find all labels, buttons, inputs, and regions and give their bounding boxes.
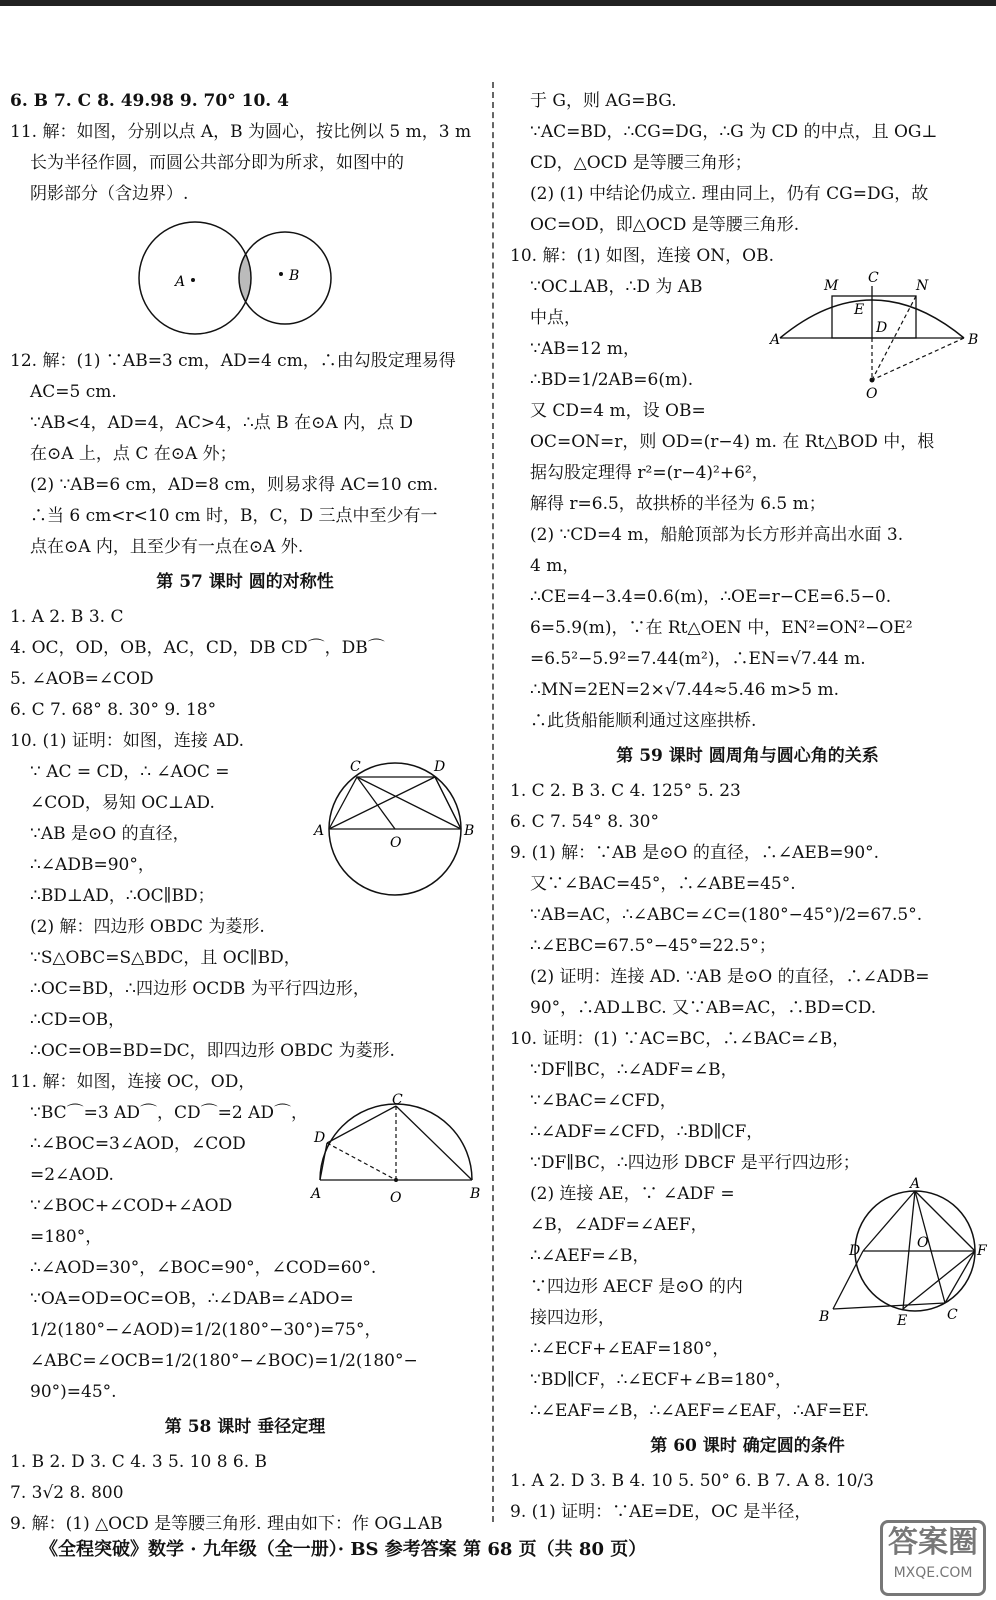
answer-line: ∵DF∥BC，∴∠ADF=∠B， bbox=[530, 1060, 738, 1080]
answer-line: ∠ABC=∠OCB=1/2(180°−∠BOC)=1/2(180°− bbox=[30, 1351, 418, 1371]
answer-line: 7. 3√2 8. 800 bbox=[10, 1483, 124, 1503]
point-label-b: B bbox=[968, 332, 979, 348]
answer-line: 12. 解：(1) ∵AB=3 cm，AD=4 cm，∴由勾股定理易得 bbox=[10, 351, 456, 371]
point-label-f: F bbox=[977, 1243, 987, 1259]
answer-line: 于 G，则 AG=BG. bbox=[530, 91, 677, 111]
watermark-url: MXQE.COM bbox=[893, 1565, 973, 1581]
point-label-a: A bbox=[770, 332, 781, 348]
answer-line: 1. C 2. B 3. C 4. 125° 5. 23 bbox=[510, 781, 741, 801]
answer-line: ∵AB 是⊙O 的直径， bbox=[30, 824, 190, 844]
answer-line: ∵∠BAC=∠CFD， bbox=[530, 1091, 677, 1111]
answer-line: (2) ∵AB=6 cm，AD=8 cm，则易求得 AC=10 cm. bbox=[30, 475, 439, 495]
section-heading: 第 57 课时 圆的对称性 bbox=[156, 572, 334, 592]
answer-line: ∴CE=4−3.4=0.6(m)，∴OE=r−CE=6.5−0. bbox=[530, 587, 892, 607]
answer-line: 1. A 2. B 3. C bbox=[10, 607, 124, 627]
point-label-o: O bbox=[866, 386, 878, 402]
answer-line: 在⊙A 上，点 C 在⊙A 外； bbox=[30, 444, 237, 464]
answer-line: ∴此货船能顺利通过这座拱桥. bbox=[530, 711, 757, 731]
answer-line: ∴∠ECF+∠EAF=180°， bbox=[530, 1339, 730, 1359]
answer-line: 4 m， bbox=[530, 556, 580, 576]
point-label-d: D bbox=[876, 320, 888, 336]
answer-line: =2∠AOD. bbox=[30, 1165, 114, 1185]
answer-line: ∵AB=12 m， bbox=[530, 339, 640, 359]
answer-line: CD，△OCD 是等腰三角形； bbox=[530, 153, 752, 173]
point-label-o: O bbox=[917, 1235, 929, 1251]
point-label-m: M bbox=[824, 278, 839, 294]
answer-line: ∴∠EBC=67.5°−45°=22.5°； bbox=[530, 936, 776, 956]
answer-line: ∴MN=2EN=2×√7.44≈5.46 m>5 m. bbox=[530, 680, 840, 700]
answer-line: ∴∠AEF=∠B， bbox=[530, 1246, 650, 1266]
answer-line: 又∵∠BAC=45°，∴∠ABE=45°. bbox=[530, 874, 796, 894]
answer-line: 1. A 2. D 3. B 4. 10 5. 50° 6. B 7. A 8. 10/3 bbox=[510, 1471, 874, 1491]
page-footer: 《全程突破》数学 · 九年级（全一册）· BS 参考答案 第 68 页（共 80 页） bbox=[40, 1539, 647, 1560]
answer-line: (2) (1) 中结论仍成立. 理由同上，仍有 CG=DG，故 bbox=[530, 184, 929, 204]
watermark-logo bbox=[880, 1520, 986, 1596]
point-label-d: D bbox=[434, 759, 446, 775]
answer-line: 点在⊙A 内，且至少有一点在⊙A 外. bbox=[30, 537, 304, 557]
answer-line: ∴∠EAF=∠B，∴∠AEF=∠EAF，∴AF=EF. bbox=[530, 1401, 870, 1421]
point-label-e: E bbox=[897, 1313, 908, 1329]
answer-line: ∠B，∠ADF=∠AEF， bbox=[530, 1215, 708, 1235]
answer-line: 6. C 7. 54° 8. 30° bbox=[510, 812, 659, 832]
answer-line: (2) ∵CD=4 m，船舱顶部为长方形并高出水面 3. bbox=[530, 525, 904, 545]
answer-line: 10. 解：(1) 如图，连接 ON，OB. bbox=[510, 246, 774, 266]
top-border bbox=[0, 0, 996, 6]
left-column bbox=[10, 86, 480, 1540]
answer-line: 5. ∠AOB=∠COD bbox=[10, 669, 154, 689]
point-label-c: C bbox=[350, 759, 361, 775]
point-label-o: O bbox=[390, 1190, 402, 1206]
arch-bridge-figure bbox=[770, 272, 985, 402]
point-label-c: C bbox=[868, 270, 879, 286]
point-label-n: N bbox=[916, 278, 929, 294]
answer-line: ∴BD=1/2AB=6(m). bbox=[530, 370, 694, 390]
answer-line: 10. 证明：(1) ∵AC=BC，∴∠BAC=∠B， bbox=[510, 1029, 850, 1049]
answer-line: ∴BD⊥AD，∴OC∥BD； bbox=[30, 886, 215, 906]
answer-line: ∴∠BOC=3∠AOD，∠COD bbox=[30, 1134, 246, 1154]
section-heading: 第 58 课时 垂径定理 bbox=[164, 1417, 326, 1437]
point-label-c: C bbox=[947, 1307, 958, 1323]
semicircle-figure bbox=[308, 1092, 483, 1213]
point-label-b: B bbox=[464, 823, 475, 839]
answer-line: ∵DF∥BC，∴四边形 DBCF 是平行四边形； bbox=[530, 1153, 860, 1173]
inscribed-quad-figure bbox=[805, 1176, 987, 1329]
answer-line: (2) 解：四边形 OBDC 为菱形. bbox=[30, 917, 265, 937]
point-label-e: E bbox=[854, 302, 865, 318]
answer-line: 4. OC，OD，OB，AC，CD，DB CD⌒，DB⌒ bbox=[10, 638, 385, 658]
answer-line: ∵BD∥CF，∴∠ECF+∠B=180°， bbox=[530, 1370, 793, 1390]
answer-line: 90°，∴AD⊥BC. 又∵AB=AC，∴BD=CD. bbox=[530, 998, 877, 1018]
answer-line: =6.5²−5.9²=7.44(m²)，∴EN=√7.44 m. bbox=[530, 649, 866, 669]
answer-line: ∴∠ADB=90°， bbox=[30, 855, 155, 875]
point-label-d: D bbox=[849, 1243, 861, 1259]
answer-line: 6. B 7. C 8. 49.98 9. 70° 10. 4 bbox=[10, 91, 289, 111]
answer-line: ∴∠ADF=∠CFD，∴BD∥CF， bbox=[530, 1122, 764, 1142]
answer-line: 11. 解：如图，分别以点 A，B 为圆心，按比例以 5 m，3 m bbox=[10, 122, 472, 142]
answer-line: ∵S△OBC=S△BDC，且 OC∥BD， bbox=[30, 948, 301, 968]
answer-line: ∵ AC = CD，∴ ∠AOC = bbox=[30, 762, 230, 782]
answer-line: 阴影部分（含边界）. bbox=[30, 184, 189, 204]
answer-line: ∵AC=BD，∴CG=DG，∴G 为 CD 的中点，且 OG⊥ bbox=[530, 122, 938, 142]
point-label-b: B bbox=[470, 1186, 481, 1202]
answer-line: ∵OC⊥AB，∴D 为 AB bbox=[530, 277, 703, 297]
point-label-o: O bbox=[390, 835, 402, 851]
point-label-b: B bbox=[289, 268, 300, 284]
answer-line: AC=5 cm. bbox=[30, 382, 117, 402]
answer-line: 10. (1) 证明：如图，连接 AD. bbox=[10, 731, 245, 751]
point-label-a: A bbox=[311, 1186, 322, 1202]
answer-line: ∴∠AOD=30°，∠BOC=90°，∠COD=60°. bbox=[30, 1258, 377, 1278]
answer-line: ∵AB=AC，∴∠ABC=∠C=(180°−45°)/2=67.5°. bbox=[530, 905, 923, 925]
point-label-a: A bbox=[314, 823, 325, 839]
point-label-b: B bbox=[819, 1309, 830, 1325]
answer-line: 中点， bbox=[530, 308, 581, 328]
answer-line: 又 CD=4 m，设 OB= bbox=[530, 401, 706, 421]
column-divider bbox=[492, 82, 494, 1522]
watermark-title: 答案圈 bbox=[888, 1525, 978, 1560]
answer-line: ∴OC=OB=BD=DC，即四边形 OBDC 为菱形. bbox=[30, 1041, 395, 1061]
answer-line: ∵AB<4，AD=4，AC>4，∴点 B 在⊙A 内，点 D bbox=[30, 413, 414, 433]
answer-line: ∵BC⌒=3 AD⌒，CD⌒=2 AD⌒， bbox=[30, 1103, 309, 1123]
answer-line: ∵∠BOC+∠COD+∠AOD bbox=[30, 1196, 233, 1216]
section-heading: 第 59 课时 圆周角与圆心角的关系 bbox=[616, 746, 879, 766]
answer-line: ∴OC=BD，∴四边形 OCDB 为平行四边形， bbox=[30, 979, 370, 999]
answer-line: 9. 解：(1) △OCD 是等腰三角形. 理由如下：作 OG⊥AB bbox=[10, 1514, 443, 1534]
rhombus-circle-figure bbox=[310, 757, 480, 897]
answer-line: (2) 连接 AE，∵ ∠ADF = bbox=[530, 1184, 735, 1204]
answer-line: 11. 解：如图，连接 OC，OD， bbox=[10, 1072, 256, 1092]
answer-line: 接四边形， bbox=[530, 1308, 615, 1328]
answer-line: 9. (1) 证明：∵AE=DE，OC 是半径， bbox=[510, 1502, 812, 1522]
answer-line: =180°， bbox=[30, 1227, 103, 1247]
answer-line: 6=5.9(m)，∵在 Rt△OEN 中，EN²=ON²−OE² bbox=[530, 618, 913, 638]
answer-line: 解得 r=6.5，故拱桥的半径为 6.5 m； bbox=[530, 494, 826, 514]
answer-line: 据勾股定理得 r²=(r−4)²+6²， bbox=[530, 463, 769, 483]
answer-line: 6. C 7. 68° 8. 30° 9. 18° bbox=[10, 700, 217, 720]
answer-line: OC=OD，即△OCD 是等腰三角形. bbox=[530, 215, 800, 235]
point-label-d: D bbox=[314, 1130, 326, 1146]
answer-line: ∠COD，易知 OC⊥AD. bbox=[30, 793, 215, 813]
right-column bbox=[510, 86, 985, 1528]
answer-line: 90°)=45°. bbox=[30, 1382, 117, 1402]
answer-line: 长为半径作圆，而圆公共部分即为所求，如图中的 bbox=[30, 153, 404, 173]
answer-line: ∴CD=OB， bbox=[30, 1010, 126, 1030]
answer-line: 9. (1) 解：∵AB 是⊙O 的直径，∴∠AEB=90°. bbox=[510, 843, 880, 863]
answer-line: ∵OA=OD=OC=OB，∴∠DAB=∠ADO= bbox=[30, 1289, 354, 1309]
point-label-c: C bbox=[392, 1092, 403, 1108]
section-heading: 第 60 课时 确定圆的条件 bbox=[650, 1436, 845, 1456]
point-label-a: A bbox=[175, 274, 186, 290]
answer-line: ∵四边形 AECF 是⊙O 的内 bbox=[530, 1277, 743, 1297]
answer-line: ∴当 6 cm<r<10 cm 时，B，C，D 三点中至少有一 bbox=[30, 506, 438, 526]
answer-line: (2) 证明：连接 AD. ∵AB 是⊙O 的直径，∴∠ADB= bbox=[530, 967, 930, 987]
answer-line: 1. B 2. D 3. C 4. 3 5. 10 8 6. B bbox=[10, 1452, 268, 1472]
answer-line: OC=ON=r，则 OD=(r−4) m. 在 Rt△BOD 中，根 bbox=[530, 432, 935, 452]
two-circles-figure bbox=[135, 212, 355, 344]
point-label-a: A bbox=[910, 1176, 921, 1192]
answer-line: 1/2(180°−∠AOD)=1/2(180°−30°)=75°， bbox=[30, 1320, 382, 1340]
